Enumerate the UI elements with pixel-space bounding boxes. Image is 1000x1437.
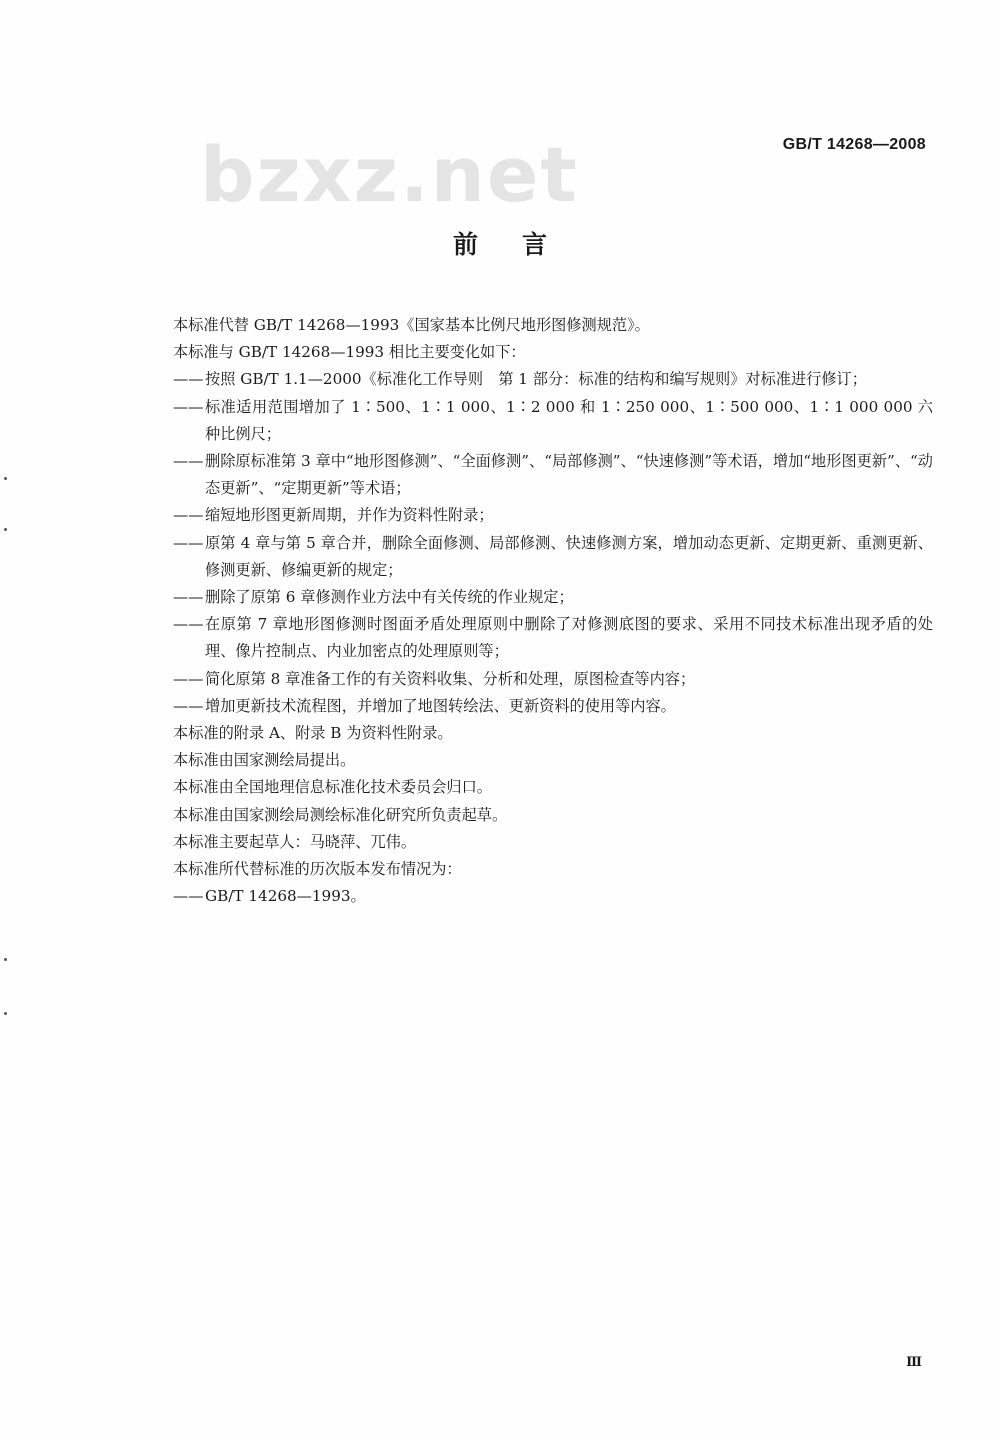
dash-marker: —— (173, 397, 204, 416)
change-item (173, 448, 933, 502)
change-text: 简化原第 8 章准备工作的有关资料收集、分析和处理，原图检查等内容； (205, 669, 696, 688)
dash-marker: —— (173, 669, 204, 688)
scan-speck (4, 477, 7, 480)
statement-line: 本标准由全国地理信息标准化技术委员会归口。 (173, 778, 492, 797)
statement-line: 本标准所代替标准的历次版本发布情况为： (173, 860, 462, 879)
statement-line: 本标准由国家测绘局提出。 (173, 751, 356, 770)
change-item (173, 666, 933, 693)
dash-marker: —— (173, 452, 204, 471)
change-text: 缩短地形图更新周期，并作为资料性附录； (205, 506, 494, 525)
dash-marker: —— (173, 588, 204, 607)
page-title: 前言 (452, 230, 591, 259)
watermark: bzxz.net (200, 130, 579, 219)
change-item (173, 693, 933, 720)
dash-marker: —— (173, 370, 204, 389)
statement-line: 本标准由国家测绘局测绘标准化研究所负责起草。 (173, 805, 508, 824)
scan-speck (4, 958, 7, 961)
change-item (173, 611, 933, 665)
foreword-body (173, 312, 933, 910)
intro-line: 本标准与 GB/T 14268—1993 相比主要变化如下： (173, 343, 526, 362)
statement-line: 本标准主要起草人：马晓萍、兀伟。 (173, 832, 416, 851)
change-item (173, 584, 933, 611)
change-item (173, 530, 933, 584)
history-text: GB/T 14268—1993。 (205, 887, 366, 906)
change-text: 增加更新技术流程图，并增加了地图转绘法、更新资料的使用等内容。 (205, 696, 676, 715)
dash-marker: —— (173, 533, 204, 552)
change-text: 删除原标准第 3 章中“地形图修测”、“全面修测”、“局部修测”、“快速修测”等术语，增加“地形图更新”、“动态更新”、“定期更新”等术语； (205, 452, 933, 498)
change-text: 在原第 7 章地形图修测时图面矛盾处理原则中删除了对修测底图的要求、采用不同技术标准出现矛盾的处理、像片控制点、内业加密点的处理原则等； (205, 615, 933, 661)
change-text: 标准适用范围增加了 1∶500、1∶1 000、1∶2 000 和 1∶250 000、1∶500 000、1∶1 000 000 六种比例尺； (205, 397, 933, 443)
dash-marker: —— (173, 696, 204, 715)
intro-line: 本标准代替 GB/T 14268—1993《国家基本比例尺地形图修测规范》。 (173, 316, 650, 334)
change-item (173, 394, 933, 448)
history-item (173, 883, 933, 910)
page-number: Ⅲ (906, 1355, 922, 1370)
dash-marker: —— (173, 887, 204, 906)
scan-speck (4, 1012, 7, 1015)
standard-number: GB/T 14268—2008 (782, 136, 926, 153)
dash-marker: —— (173, 506, 204, 525)
dash-marker: —— (173, 615, 204, 634)
scan-speck (4, 528, 7, 531)
statement-line: 本标准的附录 A、附录 B 为资料性附录。 (173, 724, 453, 743)
change-text: 原第 4 章与第 5 章合并，删除全面修测、局部修测、快速修测方案，增加动态更新、定期更新、重测更新、修测更新、修编更新的规定； (205, 533, 933, 579)
change-item (173, 366, 933, 393)
change-text: 按照 GB/T 1.1—2000《标准化工作导则 第 1 部分：标准的结构和编写规则》对标准进行修订； (205, 370, 867, 389)
change-text: 删除了原第 6 章修测作业方法中有关传统的作业规定； (205, 588, 574, 607)
change-item (173, 502, 933, 529)
